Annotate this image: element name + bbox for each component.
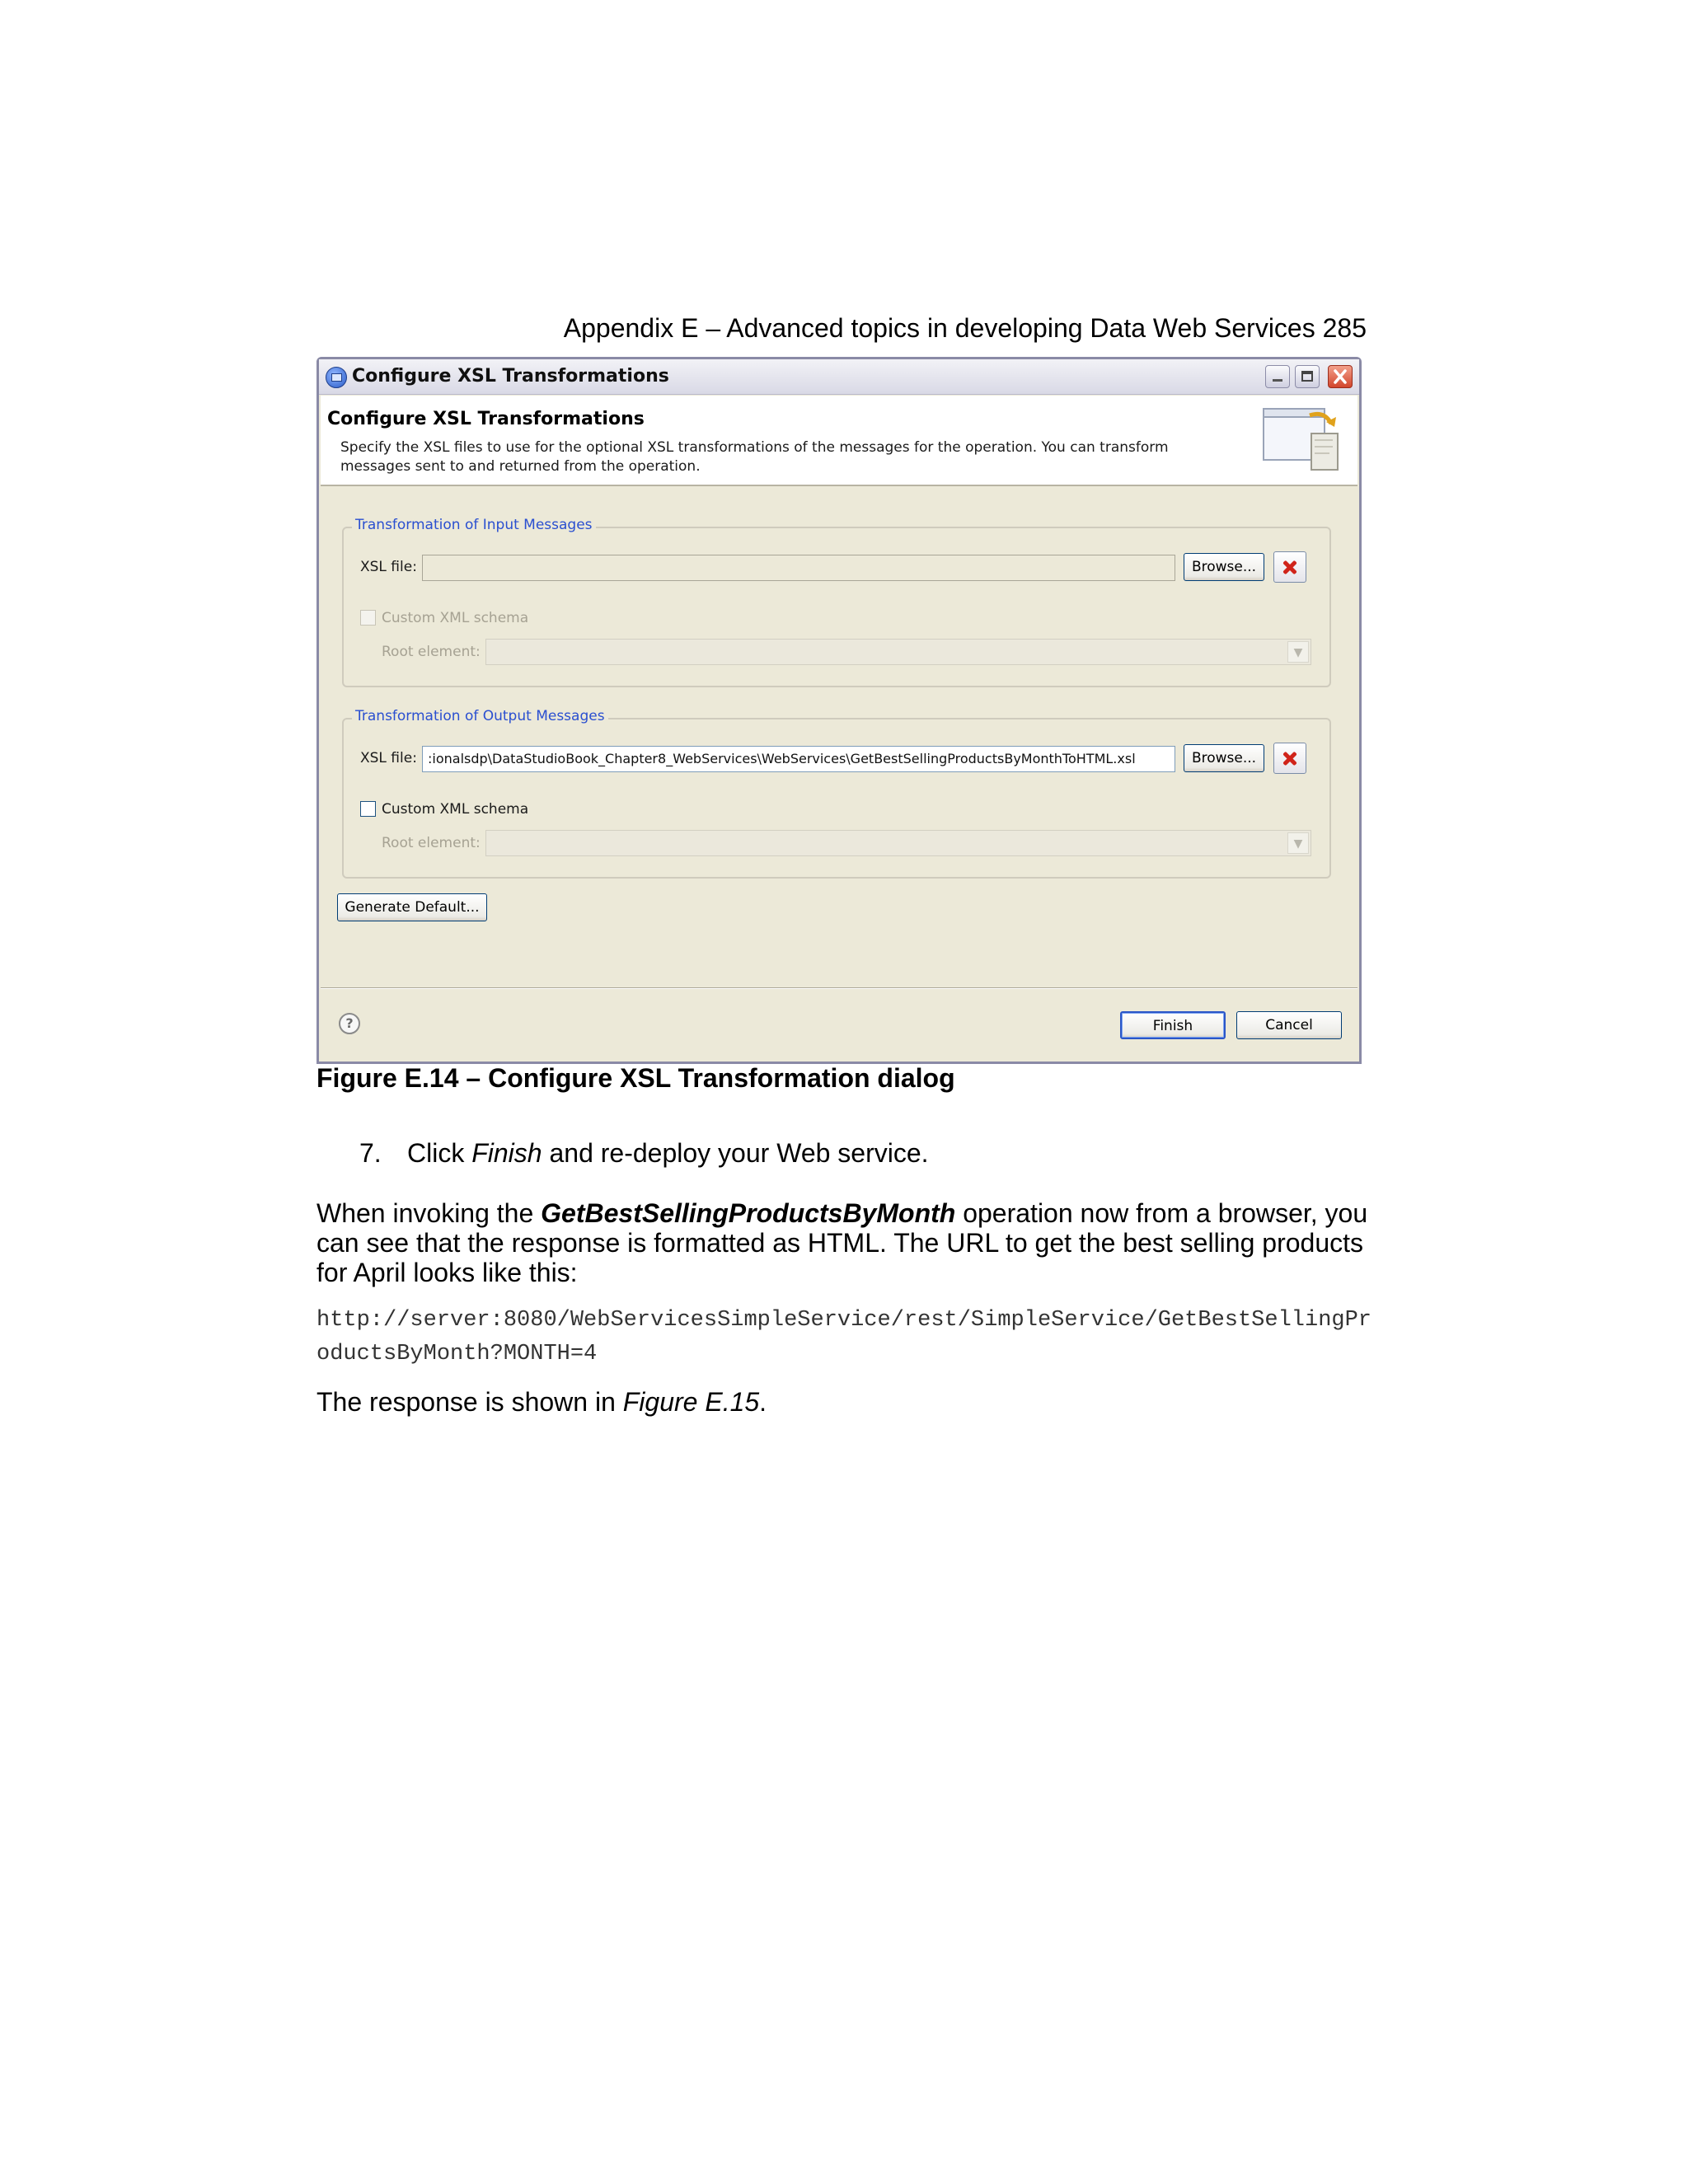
step-finish-text: Finish (471, 1138, 542, 1168)
input-remove-icon[interactable] (1273, 551, 1306, 583)
window-icon (326, 367, 347, 388)
maximize-button[interactable] (1295, 365, 1320, 388)
output-root-element-label: Root element: (382, 835, 481, 851)
operation-name: GetBestSellingProductsByMonth (541, 1198, 956, 1228)
response-paragraph (316, 1387, 767, 1418)
output-browse-button[interactable]: Browse... (1184, 744, 1264, 772)
banner-title: Configure XSL Transformations (327, 409, 645, 429)
output-xsl-field[interactable]: :ionalsdp\DataStudioBook_Chapter8_WebServices\WebServices\GetBestSellingProductsByMonthToHTML.xsl (422, 746, 1175, 772)
para-end: operation now from a browser, you can see that the response is formatted as HTML. The URL to get the best selling products for April looks like this: (316, 1198, 1368, 1287)
close-button[interactable] (1328, 365, 1353, 388)
input-custom-schema-label: Custom XML schema (382, 610, 529, 626)
step-click-text: Click (407, 1138, 472, 1168)
minimize-button[interactable] (1265, 365, 1290, 388)
close-icon (1329, 366, 1352, 387)
output-custom-schema-checkbox[interactable] (360, 801, 376, 817)
banner-description: Specify the XSL files to use for the optional XSL transformations of the messages for the operation. You can transform messages sent to and returned from the operation. (340, 439, 1169, 475)
input-root-element-select[interactable] (485, 639, 1311, 665)
input-xsl-field[interactable] (422, 555, 1175, 581)
chevron-down-icon: ▼ (1287, 832, 1309, 854)
step-7 (359, 1138, 929, 1169)
step-rest-text: and re-deploy your Web service. (542, 1138, 929, 1168)
input-root-element-label: Root element: (382, 644, 481, 660)
step-number: 7. (359, 1138, 382, 1168)
output-messages-group (342, 708, 1331, 879)
invocation-paragraph (316, 1198, 1380, 1287)
maximize-icon (1301, 371, 1313, 382)
input-xsl-label: XSL file: (360, 559, 417, 575)
input-custom-schema-checkbox[interactable] (360, 610, 376, 626)
input-messages-group (342, 517, 1331, 687)
output-remove-icon[interactable] (1273, 743, 1306, 774)
dialog-title: Configure XSL Transformations (352, 366, 669, 387)
cancel-button[interactable]: Cancel (1236, 1011, 1342, 1039)
output-xsl-label: XSL file: (360, 750, 417, 766)
help-icon[interactable]: ? (339, 1013, 360, 1034)
input-browse-button[interactable]: Browse... (1184, 553, 1264, 581)
generate-default-button[interactable]: Generate Default... (337, 893, 487, 921)
response-figure-ref: Figure E.15 (622, 1387, 760, 1417)
dialog-banner (321, 396, 1357, 486)
figure-caption: Figure E.14 – Configure XSL Transformation dialog (316, 1063, 955, 1093)
response-start: The response is shown in (316, 1387, 623, 1417)
finish-button[interactable]: Finish (1120, 1011, 1226, 1039)
chevron-down-icon: ▼ (1287, 641, 1309, 663)
running-head: Appendix E – Advanced topics in developing Data Web Services 285 (563, 313, 1367, 343)
dialog-titlebar[interactable] (319, 359, 1359, 395)
example-url: http://server:8080/WebServicesSimpleService/rest/SimpleService/GetBestSellingProductsByMonth?MONTH=4 (316, 1308, 1372, 1366)
para-start: When invoking the (316, 1198, 542, 1228)
wizard-banner-icon (1262, 404, 1341, 473)
output-root-element-select[interactable] (485, 830, 1311, 856)
response-end: . (759, 1387, 767, 1417)
minimize-icon (1273, 379, 1282, 382)
configure-xsl-dialog (316, 357, 1362, 1064)
footer-divider (321, 987, 1357, 989)
input-group-legend: Transformation of Input Messages (352, 517, 596, 533)
output-custom-schema-label: Custom XML schema (382, 801, 529, 818)
output-group-legend: Transformation of Output Messages (352, 708, 608, 724)
